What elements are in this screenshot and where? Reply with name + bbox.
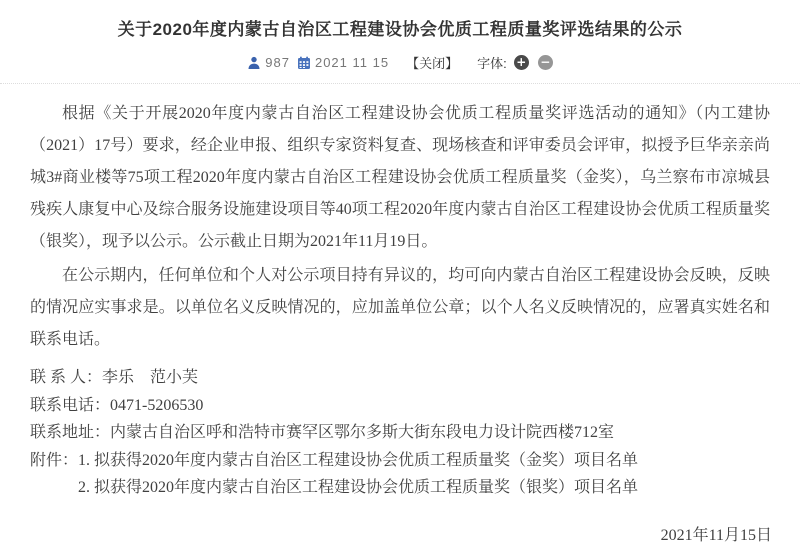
body-paragraph-2: 在公示期内，任何单位和个人对公示项目持有异议的，均可向内蒙古自治区工程建设协会反映，反映的情况应实事求是。以单位名义反映情况的，应加盖单位公章；以个人名义反映情况的，应署真实姓名和联系电话。 <box>30 267 770 348</box>
font-size-label: 字体: <box>477 56 507 71</box>
announcement-article <box>0 15 800 544</box>
close-button[interactable]: 【关闭】 <box>406 56 459 71</box>
views-counter <box>247 55 290 70</box>
attachment-1-line: 附件：1. 拟获得2020年度内蒙古自治区工程建设协会优质工程质量奖（金奖）项目名单 <box>30 451 639 469</box>
body-paragraph-1: 根据《关于开展2020年度内蒙古自治区工程建设协会优质工程质量奖评选活动的通知》（内工建协（2021）17号）要求，经企业申报、组织专家资料复查、现场核查和评审委员会评审，拟授予巨华亲亲尚城3#商业楼等75项工程2020年度内蒙古自治区工程建设协会优质工程质量奖（金奖），乌兰察布市凉城县残疾人康复中心及综合服务设施建设项目等40项工程2020年度内蒙古自治区工程建设协会优质工程质量奖（银奖），现予以公示。公示截止日期为2021年11月19日。 <box>30 105 770 250</box>
views-count: 987 <box>265 55 290 70</box>
person-icon <box>247 56 261 70</box>
publish-date <box>297 55 389 70</box>
publish-date-text: 2021 11 15 <box>314 55 390 70</box>
page-title: 关于2020年度内蒙古自治区工程建设协会优质工程质量奖评选结果的公示 <box>117 20 683 39</box>
calendar-icon <box>297 56 311 70</box>
font-increase-button[interactable]: + <box>514 55 529 70</box>
contact-phone-line: 联系电话：0471-5206530 <box>30 396 204 414</box>
contact-person-line: 联 系 人：李乐 范小芙 <box>30 369 199 386</box>
article-body <box>0 98 800 502</box>
font-decrease-button[interactable]: − <box>538 55 553 70</box>
sign-date: 2021年11月15日 <box>660 526 772 544</box>
meta-bar <box>0 53 800 72</box>
dotted-divider <box>0 83 800 84</box>
attachment-2-line: 2. 拟获得2020年度内蒙古自治区工程建设协会优质工程质量奖（银奖）项目名单 <box>78 479 639 496</box>
contact-address-line: 联系地址：内蒙古自治区呼和浩特市赛罕区鄂尔多斯大街东段电力设计院西楼712室 <box>30 424 615 441</box>
contact-info <box>30 364 770 502</box>
